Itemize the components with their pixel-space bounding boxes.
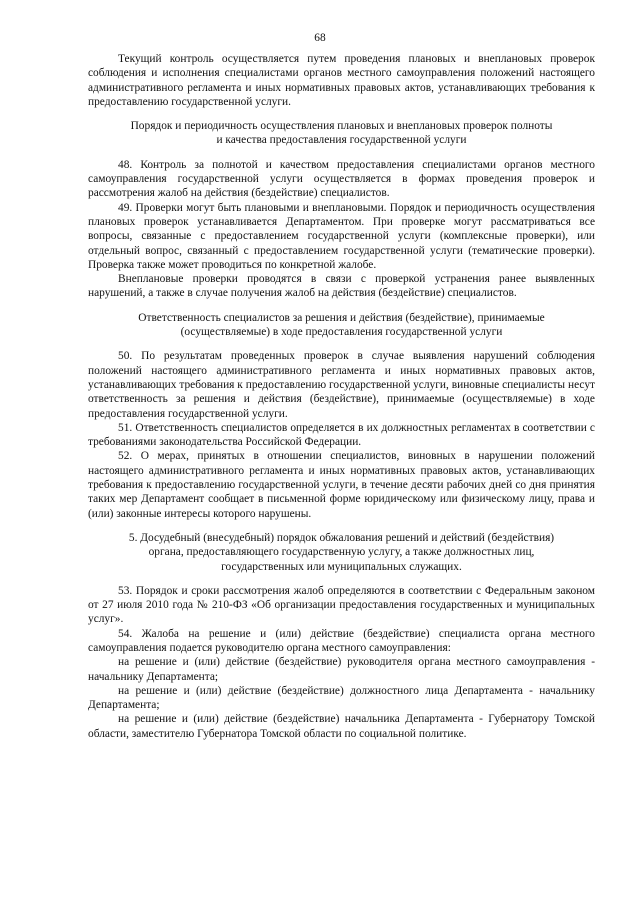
heading-responsibility-line-1: Ответственность специалистов за решения и действия (бездействие), принимаемые	[138, 311, 545, 324]
paragraph-54: 54. Жалоба на решение и (или) действие (бездействие) специалиста органа местного самоуправления подается руководителю органа местного самоуправления:	[88, 627, 595, 654]
paragraph-54-item-3: на решение и (или) действие (бездействие) начальника Департамента - Губернатору Томской области, заместителю Губернатора Томской области по социальной политике.	[88, 713, 595, 740]
heading-section-5-line-1: 5. Досудебный (внесудебный) порядок обжалования решений и действий (бездействия)	[128, 531, 555, 544]
page-number: 68	[314, 32, 326, 44]
paragraph-unscheduled-checks: Внеплановые проверки проводятся в связи с проверкой устранения ранее выявленных нарушений, а также в случае получения жалоб на действия (бездействие) специалистов.	[88, 273, 595, 300]
paragraph-48: 48. Контроль за полнотой и качеством предоставления специалистами органов местного самоуправления государственной услуги осуществляется в формах проведения проверок и рассмотрения жалоб на действия (бездействие) специалистов.	[88, 158, 595, 200]
heading-checks-line-1: Порядок и периодичность осуществления плановых и внеплановых проверок полноты	[130, 120, 553, 133]
heading-section-5-line-2: органа, предоставляющего государственную услугу, а также должностных лиц,	[148, 546, 535, 559]
paragraph-49: 49. Проверки могут быть плановыми и внеплановыми. Порядок и периодичность осуществления плановых проверок устанавливается Департаментом. При проверке могут рассматриваться все вопросы, связанные с предоставлением государственной услуги (комплексные проверки), или отдельный вопрос, связанный с предоставлением государственной услуги (тематические проверки). Проверка также может проводиться по конкретной жалобе.	[88, 201, 595, 271]
heading-responsibility-line-2: (осуществляемые) в ходе предоставления государственной услуги	[180, 326, 503, 339]
paragraph-51: 51. Ответственность специалистов определяется в их должностных регламентах в соответствии с требованиями законодательства Российской Федерации.	[88, 421, 595, 449]
heading-section-5-line-3: государственных или муниципальных служащих.	[221, 560, 462, 573]
paragraph-current-control: Текущий контроль осуществляется путем проведения плановых и внеплановых проверок соблюдения и исполнения специалистами органов местного самоуправления положений настоящего административного регламента и иных нормативных правовых актов, устанавливающих требования к предоставлению государственной услуги.	[88, 53, 595, 108]
paragraph-54-item-2: на решение и (или) действие (бездействие) должностного лица Департамента - начальнику Департамента;	[88, 684, 595, 712]
heading-checks-line-2: и качества предоставления государственной услуги	[216, 134, 467, 147]
paragraph-53: 53. Порядок и сроки рассмотрения жалоб определяются в соответствии с Федеральным законом от 27 июля 2010 года № 210-ФЗ «Об организации предоставления государственных и муниципальных услуг».	[88, 584, 595, 626]
paragraph-50: 50. По результатам проведенных проверок в случае выявления нарушений соблюдения положений настоящего административного регламента и иных нормативных правовых актов, устанавливающих требования к предоставлению государственной услуги, виновные специалисты несут ответственность за решения и действия (бездействие), принимаемые (осуществляемые) в ходе предоставления государственной услуги.	[88, 350, 595, 420]
document-body	[88, 52, 595, 741]
paragraph-52: 52. О мерах, принятых в отношении специалистов, виновных в нарушении положений настоящего административного регламента и иных нормативных правовых актов, устанавливающих требования к предоставлению государственной услуги, в течение десяти рабочих дней со дня принятия таких мер Департамент сообщает в письменной форме юридическому или физическому лицу, права и (или) законные интересы которого нарушены.	[88, 450, 595, 520]
paragraph-54-item-1: на решение и (или) действие (бездействие) руководителя органа местного самоуправления - начальнику Департамента;	[88, 656, 595, 683]
